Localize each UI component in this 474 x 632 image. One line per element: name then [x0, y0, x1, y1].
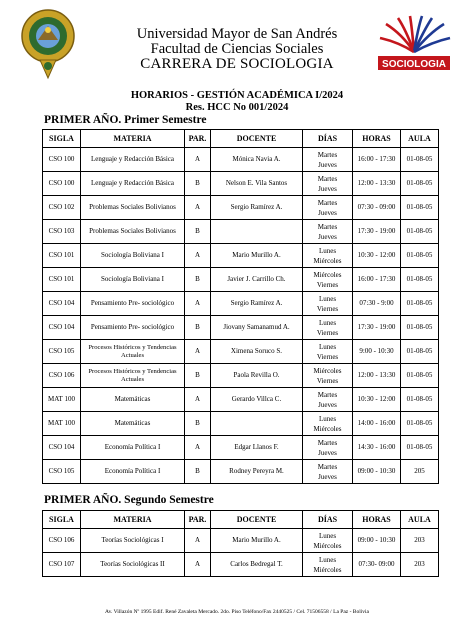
cell-horas: 09:00 - 10:30 [353, 529, 401, 553]
day-label: Martes [317, 150, 338, 159]
cell-sigla: CSO 106 [43, 364, 81, 388]
cell-par: A [185, 388, 211, 412]
cell-par: A [185, 340, 211, 364]
table-header-row [43, 130, 439, 148]
cell-materia: Procesos Históricos y Tendencias Actuales [81, 340, 185, 364]
cell-par: B [185, 172, 211, 196]
cell-aula: 01-08-05 [401, 412, 439, 436]
column-header: HORAS [353, 130, 401, 148]
cell-par: A [185, 196, 211, 220]
day-label: Viernes [316, 280, 339, 289]
cell-sigla: MAT 100 [43, 412, 81, 436]
cell-par: A [185, 148, 211, 172]
cell-horas: 12:00 - 13:30 [353, 364, 401, 388]
day-label: Martes [317, 462, 338, 471]
career-name: CARRERA DE SOCIOLOGIA [140, 56, 334, 72]
cell-par: B [185, 220, 211, 244]
cell-dias [303, 172, 353, 196]
cell-par: A [185, 244, 211, 268]
table-row [43, 340, 439, 364]
column-header: HORAS [353, 511, 401, 529]
day-label: Miércoles [313, 366, 342, 375]
cell-horas: 9:00 - 10:30 [353, 340, 401, 364]
day-label: Miércoles [313, 424, 342, 433]
schedule-table-second-semester [42, 510, 439, 577]
cell-par: B [185, 364, 211, 388]
day-label: Jueves [318, 400, 337, 409]
cell-aula: 205 [401, 460, 439, 484]
day-label: Martes [317, 390, 338, 399]
resolution-title: Res. HCC No 001/2024 [185, 102, 289, 113]
table-row [43, 460, 439, 484]
day-label: Martes [317, 198, 338, 207]
day-label: Jueves [318, 448, 337, 457]
cell-par: A [185, 292, 211, 316]
cell-docente: Gerardo Villca C. [211, 388, 303, 412]
cell-dias [303, 436, 353, 460]
cell-sigla: CSO 105 [43, 460, 81, 484]
cell-aula: 01-08-05 [401, 268, 439, 292]
cell-horas: 12:00 - 13:30 [353, 172, 401, 196]
cell-materia: Problemas Sociales Bolivianos [81, 196, 185, 220]
cell-materia: Pensamiento Pre- sociológico [81, 292, 185, 316]
day-label: Lunes [318, 531, 337, 540]
cell-aula: 01-08-05 [401, 196, 439, 220]
cell-par: B [185, 316, 211, 340]
schedule-table-first-semester [42, 129, 439, 484]
cell-docente: Mario Murillo A. [211, 244, 303, 268]
cell-sigla: CSO 101 [43, 244, 81, 268]
cell-horas: 14:30 - 16:00 [353, 436, 401, 460]
cell-aula: 01-08-05 [401, 316, 439, 340]
column-header: AULA [401, 511, 439, 529]
footer-address: Av. Villazón Nº 1995 Edif. René Zavaleta Mercado. 2do. Piso Teléfono/Fax 2440525 / Cel. 71506558 / La Paz - Bolivia [105, 609, 369, 615]
faculty-name: Facultad de Ciencias Sociales [150, 41, 324, 57]
day-label: Lunes [318, 555, 337, 564]
cell-aula: 203 [401, 529, 439, 553]
cell-horas: 17:30 - 19:00 [353, 220, 401, 244]
table-header-row [43, 511, 439, 529]
cell-sigla: CSO 100 [43, 172, 81, 196]
day-label: Martes [317, 174, 338, 183]
cell-horas: 10:30 - 12:00 [353, 388, 401, 412]
cell-sigla: CSO 101 [43, 268, 81, 292]
cell-materia: Matemáticas [81, 412, 185, 436]
cell-aula: 01-08-05 [401, 364, 439, 388]
table-row [43, 148, 439, 172]
cell-sigla: CSO 105 [43, 340, 81, 364]
cell-par: B [185, 460, 211, 484]
day-label: Lunes [318, 414, 337, 423]
day-label: Viernes [316, 304, 339, 313]
cell-par: B [185, 268, 211, 292]
cell-dias [303, 268, 353, 292]
cell-sigla: CSO 107 [43, 553, 81, 577]
cell-aula: 01-08-05 [401, 220, 439, 244]
cell-materia: Economía Política I [81, 460, 185, 484]
cell-docente: Edgar Llanos F. [211, 436, 303, 460]
cell-dias [303, 196, 353, 220]
cell-horas: 07:30- 09:00 [353, 553, 401, 577]
day-label: Viernes [316, 328, 339, 337]
column-header: SIGLA [43, 130, 81, 148]
cell-sigla: CSO 103 [43, 220, 81, 244]
cell-dias [303, 460, 353, 484]
table-row [43, 172, 439, 196]
cell-docente [211, 412, 303, 436]
university-name: Universidad Mayor de San Andrés [136, 26, 338, 42]
cell-dias [303, 316, 353, 340]
day-label: Miércoles [313, 565, 342, 574]
cell-docente: Ximena Soruco S. [211, 340, 303, 364]
table-row [43, 436, 439, 460]
cell-materia: Matemáticas [81, 388, 185, 412]
cell-sigla: MAT 100 [43, 388, 81, 412]
cell-docente: Mario Murillo A. [211, 529, 303, 553]
cell-horas: 07:30 - 9:00 [353, 292, 401, 316]
table-row [43, 196, 439, 220]
cell-aula: 01-08-05 [401, 148, 439, 172]
table-row [43, 268, 439, 292]
cell-materia: Lenguaje y Redacción Básica [81, 172, 185, 196]
cell-aula: 01-08-05 [401, 388, 439, 412]
day-label: Jueves [318, 232, 337, 241]
cell-docente: Mónica Navia A. [211, 148, 303, 172]
cell-aula: 01-08-05 [401, 172, 439, 196]
cell-aula: 01-08-05 [401, 340, 439, 364]
day-label: Martes [317, 438, 338, 447]
day-label: Jueves [318, 472, 337, 481]
cell-materia: Pensamiento Pre- sociológico [81, 316, 185, 340]
day-label: Lunes [318, 294, 337, 303]
cell-aula: 203 [401, 553, 439, 577]
column-header: DOCENTE [211, 511, 303, 529]
day-label: Viernes [316, 352, 339, 361]
cell-dias [303, 364, 353, 388]
cell-docente: Rodney Pereyra M. [211, 460, 303, 484]
cell-dias [303, 340, 353, 364]
cell-horas: 10:30 - 12:00 [353, 244, 401, 268]
cell-dias [303, 529, 353, 553]
cell-aula: 01-08-05 [401, 292, 439, 316]
schedule-title: HORARIOS - GESTIÓN ACADÉMICA I/2024 [130, 90, 344, 101]
cell-sigla: CSO 106 [43, 529, 81, 553]
cell-dias [303, 148, 353, 172]
cell-horas: 14:00 - 16:00 [353, 412, 401, 436]
cell-horas: 16:00 - 17:30 [353, 268, 401, 292]
cell-horas: 17:30 - 19:00 [353, 316, 401, 340]
table-row [43, 529, 439, 553]
table-row [43, 292, 439, 316]
cell-materia: Problemas Sociales Bolivianos [81, 220, 185, 244]
logo-text: SOCIOLOGIA [382, 59, 446, 70]
day-label: Miércoles [313, 541, 342, 550]
cell-dias [303, 220, 353, 244]
table-row [43, 388, 439, 412]
cell-materia: Sociología Boliviana I [81, 244, 185, 268]
cell-par: A [185, 553, 211, 577]
column-header: DOCENTE [211, 130, 303, 148]
cell-docente: Nelson E. Vila Santos [211, 172, 303, 196]
column-header: MATERIA [81, 130, 185, 148]
cell-dias [303, 292, 353, 316]
cell-horas: 16:00 - 17:30 [353, 148, 401, 172]
cell-par: A [185, 436, 211, 460]
cell-dias [303, 412, 353, 436]
cell-par: B [185, 412, 211, 436]
day-label: Jueves [318, 184, 337, 193]
table-row [43, 364, 439, 388]
table-row [43, 316, 439, 340]
cell-materia: Teorías Sociológicas I [81, 529, 185, 553]
day-label: Lunes [318, 246, 337, 255]
cell-materia: Teorías Sociológicas II [81, 553, 185, 577]
column-header: AULA [401, 130, 439, 148]
day-label: Lunes [318, 318, 337, 327]
day-label: Jueves [318, 160, 337, 169]
cell-sigla: CSO 102 [43, 196, 81, 220]
day-label: Martes [317, 222, 338, 231]
table-row [43, 412, 439, 436]
column-header: PAR. [185, 511, 211, 529]
cell-sigla: CSO 104 [43, 316, 81, 340]
column-header: DÍAS [303, 130, 353, 148]
cell-sigla: CSO 104 [43, 292, 81, 316]
cell-sigla: CSO 104 [43, 436, 81, 460]
day-label: Miércoles [313, 256, 342, 265]
day-label: Jueves [318, 208, 337, 217]
day-label: Viernes [316, 376, 339, 385]
cell-docente: Carlos Bedregal T. [211, 553, 303, 577]
cell-docente: Jiovany Samanamud A. [211, 316, 303, 340]
cell-docente [211, 220, 303, 244]
day-label: Lunes [318, 342, 337, 351]
day-label: Miércoles [313, 270, 342, 279]
cell-materia: Procesos Históricos y Tendencias Actuales [81, 364, 185, 388]
cell-docente: Sergio Ramírez A. [211, 292, 303, 316]
cell-dias [303, 388, 353, 412]
cell-dias [303, 244, 353, 268]
cell-par: A [185, 529, 211, 553]
column-header: DÍAS [303, 511, 353, 529]
cell-materia: Sociología Boliviana I [81, 268, 185, 292]
cell-horas: 07:30 - 09:00 [353, 196, 401, 220]
cell-docente: Javier J. Carrillo Ch. [211, 268, 303, 292]
table-row [43, 244, 439, 268]
column-header: PAR. [185, 130, 211, 148]
section2-title: PRIMER AÑO. Segundo Semestre [44, 494, 214, 506]
cell-docente: Sergio Ramírez A. [211, 196, 303, 220]
cell-aula: 01-08-05 [401, 436, 439, 460]
cell-sigla: CSO 100 [43, 148, 81, 172]
cell-aula: 01-08-05 [401, 244, 439, 268]
cell-materia: Economía Política I [81, 436, 185, 460]
table-row [43, 553, 439, 577]
cell-materia: Lenguaje y Redacción Básica [81, 148, 185, 172]
cell-horas: 09:00 - 10:30 [353, 460, 401, 484]
section1-title: PRIMER AÑO. Primer Semestre [44, 114, 207, 126]
column-header: MATERIA [81, 511, 185, 529]
cell-docente: Paola Revilla O. [211, 364, 303, 388]
table-row [43, 220, 439, 244]
cell-dias [303, 553, 353, 577]
column-header: SIGLA [43, 511, 81, 529]
